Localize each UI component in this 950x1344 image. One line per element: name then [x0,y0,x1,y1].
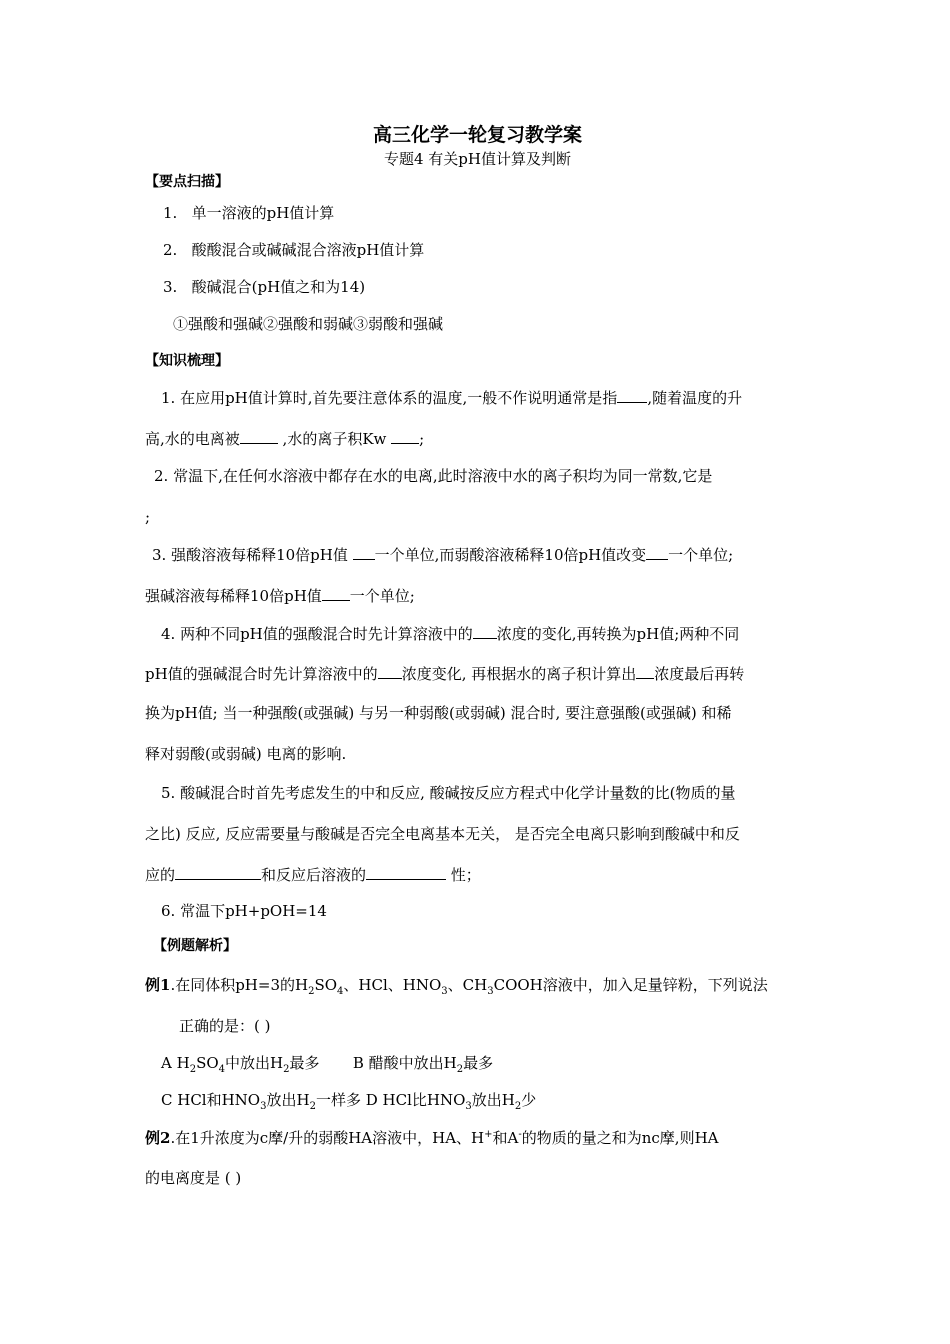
fill-blank[interactable] [391,428,419,444]
paragraph-5-line-1: 5. 酸碱混合时首先考虑发生的中和反应, 酸碱按反应方程式中化学计量数的比(物质的量 [161,784,736,802]
paragraph-5-line-3: 应的 和反应后溶液的 性； [145,866,481,884]
fill-blank[interactable] [322,585,350,601]
document-title: 高三化学一轮复习教学案 [372,124,582,146]
example-2-line-1: 例2.在1升浓度为c摩/升的弱酸HA溶液中，HA、H+和A-的物质的量之和为nc摩,则HA [145,1129,719,1147]
list-item [163,203,334,223]
paragraph-2-line-1: 2. 常温下,在任何水溶液中都存在水的电离,此时溶液中水的离子积均为同一常数,它是 [154,467,713,485]
list-text: 酸碱混合(pH值之和为14) [191,278,366,296]
paragraph-4-line-4: 释对弱酸(或弱碱) 电离的影响. [145,745,347,763]
list-item [163,240,424,260]
list-number: 1. [163,204,178,222]
fill-blank[interactable] [617,387,647,403]
list-text: 酸酸混合或碱碱混合溶液pH值计算 [191,241,425,259]
example-1-options-ab [161,1053,493,1073]
section-heading-examples: 【例题解析】 [153,938,237,954]
paragraph-1-line-2: 高,水的电离被 ,水的离子积Kw ; [145,430,425,448]
list-number: 2. [163,241,178,259]
option-a: A $H_2SO_4$中放出$H_2$最多 [161,1054,320,1075]
option-c: C HCl和$HNO_3$放出$H_2$一样多 [161,1091,361,1112]
paragraph-3-line-2: 强碱溶液每稀释10倍pH值 一个单位; [145,587,415,605]
example-1-options-cd [161,1090,536,1110]
paragraph-2-line-2: ; [145,508,151,526]
list-item [163,277,365,297]
example-label: 例1 [145,976,171,994]
fill-blank[interactable] [175,864,261,880]
paragraph-4-line-3: 换为pH值; 当一种强酸(或强碱) 与另一种弱酸(或弱碱) 混合时, 要注意强酸(或强碱) 和稀 [145,704,732,722]
document-subtitle: 专题4 有关pH值计算及判断 [384,150,571,168]
example-1-line-1: 例1.在同体积pH=3的$H_2SO_4$、HCl、$HNO_3$、$CH_3COOH$溶液中，加入足量锌粉，下列说法 [145,976,768,997]
fill-blank[interactable] [636,663,654,679]
list-number: 3. [163,278,178,296]
paragraph-4-line-2: pH值的强碱混合时先计算溶液中的 浓度变化, 再根据水的离子积计算出 浓度最后再转 [145,665,745,683]
fill-blank[interactable] [473,623,497,639]
paragraph-4-line-1: 4. 两种不同pH值的强酸混合时先计算溶液中的 浓度的变化,再转换为pH值;两种不同 [161,625,740,643]
example-1-question: 正确的是：( ) [179,1017,271,1035]
option-d: D HCl比$HNO_3$放出$H_2$少 [360,1091,537,1112]
fill-blank[interactable] [240,428,278,444]
list-text: 单一溶液的pH值计算 [191,204,335,222]
section-heading-key-points: 【要点扫描】 [145,174,229,190]
paragraph-1-line-1: 1. 在应用pH值计算时,首先要注意体系的温度,一般不作说明通常是指 ,随着温度的升 [161,389,743,407]
fill-blank[interactable] [378,663,402,679]
paragraph-6: 6. 常温下pH+pOH=14 [161,902,327,920]
fill-blank[interactable] [646,544,668,560]
paragraph-5-line-2: 之比) 反应, 反应需要量与酸碱是否完全电离基本无关， 是否完全电离只影响到酸碱中和反 [145,825,740,843]
option-b: B 醋酸中放出$H_2$最多 [352,1054,494,1075]
paragraph-3-line-1: 3. 强酸溶液每稀释10倍pH值 一个单位,而弱酸溶液稀释10倍pH值改变 一个单位; [152,546,734,564]
fill-blank[interactable] [353,544,375,560]
example-label: 例2 [145,1129,171,1147]
example-2-question: 的电离度是 ( ) [145,1169,242,1187]
fill-blank[interactable] [366,864,446,880]
section-heading-knowledge: 【知识梳理】 [145,353,229,369]
sub-items: ①强酸和强碱②强酸和弱碱③弱酸和强碱 [173,315,444,333]
